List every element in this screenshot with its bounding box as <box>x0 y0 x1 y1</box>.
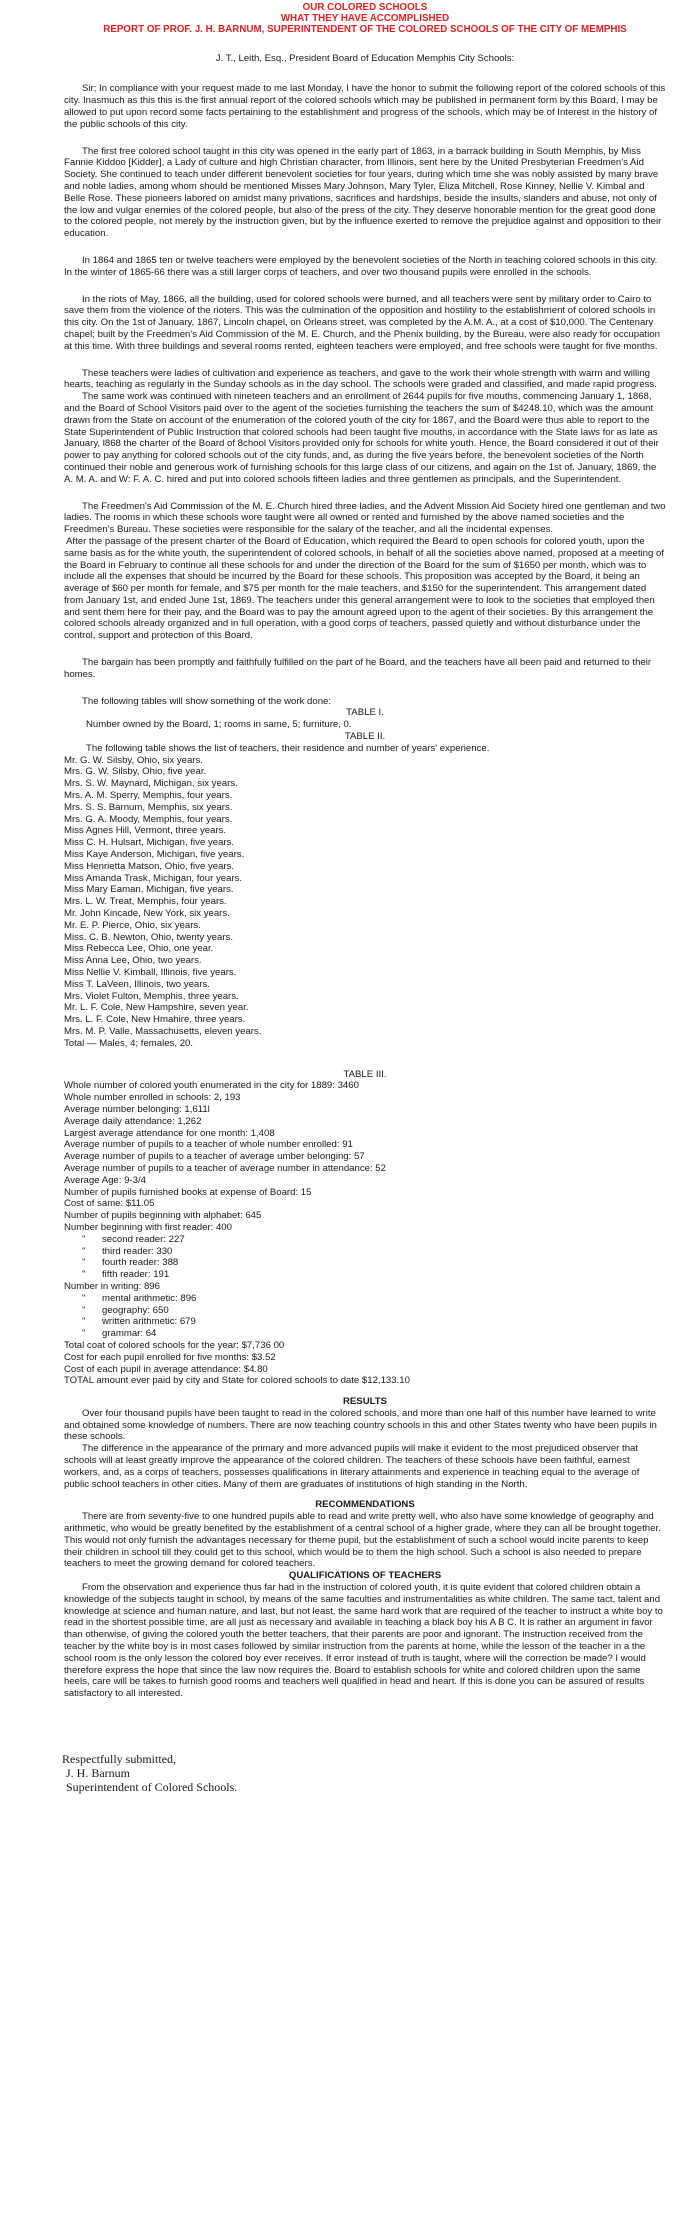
paragraph-6: The same work was continued with nineteen teachers and an enrollment of 2644 pupils for five mouths, commencing January 1, 1868, and the Board of School Visitors paid over to the agent of the societies furnishing the teachers the sum of $4248.10, which was the amount drawn from the State on account of the enumeration of the colored youth of the city for 1867, and the Board were thus able to report to the State Superintendent of Public Instruction that colored schools had been taught five mouths, in accordance with the State laws for as late as January, l868 the charter of the Board of 8chool Visitors provided only for schools for white youth. Hence, the Board considered it out of their power to pay anything for colored schools out of the city funds, and, as during the five years before, the benevolent societies of the North continued their noble and generous work of furnishing schools for this large class of our citizens, and again on the 1st of. January, 1869, the A. M. A. and W: F. A. C. hired and put into colored schools fifteen ladies and three gentlemen as principals, and the Superintendent. <box>64 391 659 485</box>
list-item: Whole number of colored youth enumerated in the city for 1889: 3460 <box>64 1080 359 1092</box>
paragraph-5: These teachers were ladies of cultivation and experience as teachers, and gave to the work their whole strength with warm and willing hearts, teaching as regularly in the Sunday schools as in the day school. The schools were graded and classified, and made rapid progress. <box>64 367 657 391</box>
list-item: Largest average attendance for one month: 1,408 <box>64 1127 275 1139</box>
table-1-title: TABLE I. <box>346 707 384 719</box>
list-item: Average number belonging: 1,611l <box>64 1103 210 1115</box>
list-item-text: written arithmetic: 679 <box>102 1316 196 1328</box>
list-item-text: mental arithmetic: 896 <box>102 1292 197 1304</box>
qualifications-paragraph: From the observation and experience thus far had in the instruction of colored youth, it is quite evident that colored children obtain a knowledge of the subjects taught in school, by means of the same faculties and instrumentalities as white children. The same tact, talent and knowledge at science and human nature, and last, but not least, the same hard work that are required of the teacher to instruct a white boy to read in the shortest possible time, are all just as necessary and available in teaching a black boy his A B C. It is rather an argument in favor than otherwise, of giving the colored youth the better teachers, that their parents are poor and ignorant. The instruction received from the teacher by the white boy is in most cases followed by similar instruction from the parents at home, while the lesson of the teacher in a the school room is the only lesson the colored boy ever receives. If error instead of truth is taught, where will the correction be made? I would therefore express the hope that since the law now requires the. Board to establish schools for white and colored children upon the same heels, care will be takes to furnish good rooms and teachers well qualified in head and heart. If this is done you can be assured of results satisfactory to all interested. <box>64 1582 663 1700</box>
list-item: Number in writing: 896 <box>64 1280 160 1292</box>
paragraph-10: The following tables will show something of the work done: <box>82 695 332 707</box>
list-item: Average number of pupils to a teacher of average number in attendance: 52 <box>64 1162 386 1174</box>
paragraph-8: After the passage of the present charter of the Board of Education, which required the Beard to open schools for colored youth, upon the same basis as for the white youth, the superintendent of colored schools, in behalf of all the societies above named, proposed at a meeting of the Board in February to continue all these schools for and under the direction of the Board for the sum of $1650 per month, which was to include all the expenses that should be incurred by the Board for these schools. This proposition was accepted by the Board, it being an average of $60 per month for female, and $75 per month for the male teachers, and $150 for the superintendent. This arrangement dated from January 1st, and ended June 1st, 1869. The teachers under this general arrangement were to look to the societies that employed then and sent them here for their pay, and the Board was to pay the amount agreed upon to the agent of their societies. By this arrangement the colored schools already organized and in full operation, with a good corps of teachers, passed quietly and without disturbance under the control, support and protection of this Board. <box>64 535 664 642</box>
ditto-mark: " <box>82 1292 86 1304</box>
ditto-mark: " <box>82 1269 86 1281</box>
signature-block <box>62 1752 666 1794</box>
list-item: Average Age: 9-3/4 <box>64 1174 146 1186</box>
list-item: Whole number enrolled in schools: 2, 193 <box>64 1092 241 1104</box>
list-item: Miss Kaye Anderson, Michigan, five years. <box>64 849 245 861</box>
list-item <box>64 1305 666 1317</box>
header-line-1: OUR COLORED SCHOOLS <box>302 2 428 13</box>
document-header <box>64 2 666 36</box>
table-1 <box>64 707 666 731</box>
list-item: Miss. C. B. Newton, Ohio, twenty years. <box>64 931 234 943</box>
list-item: Mr. L. F. Cole, New Hampshire, seven year. <box>64 1002 249 1014</box>
list-item <box>64 1328 666 1340</box>
paragraph-3: In 1864 and 1865 ten or twelve teachers were employed by the benevolent societies of the North in teaching colored schools in this city. In the winter of 1865-66 there was a still larger corps of teachers, and over two thousand pupils were enrolled in the schools. <box>64 254 658 278</box>
list-item: Miss C. H. Hulsart, Michigan, five years. <box>64 837 235 849</box>
list-item: Miss Mary Eaman, Michigan, five years. <box>64 884 234 896</box>
list-item-text: fifth reader: 191 <box>102 1269 170 1281</box>
list-item: Number beginning with first reader: 400 <box>64 1221 232 1233</box>
list-item: Mr. G. W. Silsby, Ohio, six years. <box>64 754 203 766</box>
results-paragraph-2: The difference in the appearance of the primary and more advanced pupils will make it evident to the most prejudiced observer that schools will at least greatly improve the appearance of the colored children. The teachers of these schools have been faithful, earnest workers, and, as a corps of teachers, possesses qualifications in literary attainments and experience in teaching equal to the average of public school teachers in other cities. Many of them are graduates of institutions of high standing in the North. <box>64 1443 640 1490</box>
list-item <box>64 1293 666 1305</box>
list-item: Mrs. S. S. Barnum, Memphis, six years. <box>64 801 233 813</box>
list-item-text: geography: 650 <box>102 1304 169 1316</box>
list-item: Average number of pupils to a teacher of whole number enrolled: 91 <box>64 1139 353 1151</box>
table-2 <box>64 731 666 1050</box>
list-item-text: grammar: 64 <box>102 1328 157 1340</box>
list-item <box>64 1316 666 1328</box>
list-item: Miss Rebecca Lee, Ohio, one year. <box>64 943 214 955</box>
list-item: Number of pupils beginning with alphabet: 645 <box>64 1210 262 1222</box>
list-item <box>64 1246 666 1258</box>
list-item: Mr. John Kincade, New York, six years. <box>64 908 230 920</box>
signature-name: J. H. Barnum <box>66 1766 130 1781</box>
list-item: Mrs. Violet Fulton, Memphis, three years. <box>64 990 239 1002</box>
list-item: Miss Henrietta Matson, Ohio, five years. <box>64 860 235 872</box>
list-item: Miss Nellie V. Kimball, Illinois, five years. <box>64 967 237 978</box>
table-3 <box>64 1069 666 1388</box>
table-2-intro: The following table shows the list of teachers, their residence and number of years' experience. <box>86 742 490 754</box>
results-heading: RESULTS <box>342 1396 388 1408</box>
table-2-title: TABLE II. <box>344 731 386 743</box>
list-item: Miss Amanda Trask, Michigan, four years. <box>64 872 243 884</box>
paragraph-2: The first free colored school taught in this city was opened in the early part of 1863, in a barrack building in South Memphis, by Miss Fannie Kiddoo [Kidder], a Lady of culture and high Christian character, from Illinois, sent here by the United Presbyterian Freedmen's Aid Society. She continued to teach under different benevolent societies for four years, during which time she was nobly assisted by many brave and noble ladies, among whom should be mentioned Misses Mary Johnson, Mary Tyler, Eliza Mitchell, Rose Kinney, Nellie V. Kimbal and Belle Rose. These pioneers labored on amidst many privations, sacrifices and hardships, beside the insults, slanders and abuse, not only of the low and vulgar enemies of the colored people, but also of the press of the city. They deserve honorable mention for the great good done to the colored people, not merely by the instruction given, but by the influence exerted to remove the prejudice against and opposition to their education. <box>64 145 662 240</box>
paragraph-1: Sir; In compliance with your request made to me last Monday, I have the honor to submit the following report of the colored schools of this city. Inasmuch as this this is the first annual report of the colored schools which may be published in permanent form by this Board, I may be allowed to put upon record some facts pertaining to the establishment and progress of the schools, which may be of Interest in the history of the public schools of this city. <box>64 83 666 130</box>
list-item: Cost of same: $11.05 <box>64 1198 155 1210</box>
list-item: Mrs. M. P. Valle, Massachusetts, eleven years. <box>64 1025 262 1037</box>
list-item: TOTAL amount ever paid by city and State for colored schools to date $12,133.10 <box>64 1375 410 1387</box>
ditto-mark: " <box>82 1316 86 1328</box>
list-item-text: fourth reader: 388 <box>102 1257 179 1269</box>
paragraph-9: The bargain has been promptly and faithfully fulfilled on the part of he Board, and the teachers have all been paid and returned to their homes. <box>64 657 652 680</box>
list-item: Mr. E. P. Pierce, Ohio, six years. <box>64 919 201 931</box>
list-item: Total coat of colored schools for the year: $7,736 00 <box>64 1339 285 1351</box>
ditto-mark: " <box>82 1233 86 1245</box>
list-item: Mrs. L. F. Cole, New Hmahire, three years. <box>64 1014 246 1026</box>
header-line-3: REPORT OF PROF. J. H. BARNUM, SUPERINTENDENT OF THE COLORED SCHOOLS OF THE CITY OF MEMPHIS <box>103 24 627 36</box>
recommendations-section <box>64 1499 666 1570</box>
list-item: Mrs. L. W. Treat, Memphis, four years. <box>64 896 227 908</box>
table-1-text: Number owned by the Board, 1; rooms in same, 5; furniture, 0. <box>86 719 352 731</box>
list-item: Mrs. S. W. Maynard, Michigan, six years. <box>64 778 238 790</box>
list-item <box>64 1234 666 1246</box>
header-line-2: WHAT THEY HAVE ACCOMPLISHED <box>280 13 450 25</box>
ditto-mark: " <box>82 1304 86 1316</box>
list-item: Mrs. G. A. Moody, Memphis, four years. <box>64 813 233 825</box>
paragraph-7: The Freedmen's Aid Commission of the M. E. Church hired three ladies, and the Advent Mission Aid Society hired one gentleman and two ladies. The rooms in which these schools wore taught were all owned or rented and furnished by the above named societies and the Freedmen's Bureau. These societies were responsible for the salary of the teacher, and all the incidental expenses. <box>64 500 666 536</box>
paragraph-4: In the riots of May, 1866, all the building, used for colored schools were burned, and all teachers were sent by military order to Cairo to save them from the violence of the rioters. This was the culmination of the opposition and hostility to the establishment of colored schools in this city. On the 1st of January, 1867, Lincoln chapel, on Orleans street, was completed by the A.M. A., at a cost of $10,000. The Centenary chapel; built by the Freedmen's Aid Commission of the M. E. Church, and the Phenix building, by the Bureau, were also ready for occupation at this time. With three buildings and several rooms rented, eighteen teachers were employed, and free schools were taught for five months. <box>64 293 660 352</box>
recommendations-paragraph: There are from seventy-five to one hundred pupils able to read and write pretty well, who also have some knowledge of geography and arithmetic, who would be greatly benefited by the establishment of a central school of a higher grade, where they can all be brought together. This would not only furnish the advantages necessary for theme pupil, but the establishment of such a school would incite parents to keep their children in school till they could get to this school, which would be to them the high school. Such a school is also needed to prepare teachers to meet the growing demand for colored teachers. <box>64 1511 661 1570</box>
list-item: Average number of pupils to a teacher of average umber belonging: 57 <box>64 1151 365 1163</box>
list-item: Miss Agnes Hill, Vermont, three years. <box>64 825 227 837</box>
list-item: Total — Males, 4; females, 20. <box>64 1037 194 1049</box>
results-paragraph-1: Over four thousand pupils have been taught to read in the colored schools, and more than one half of this number have learned to write and obtained some knowledge of numbers. There are now teaching country schools in this and other States twenty who have been pupils in these schools. <box>64 1407 657 1443</box>
teacher-list <box>64 755 666 1050</box>
list-item: Mrs. G. W. Silsby, Ohio, five year. <box>64 766 207 778</box>
ditto-mark: " <box>82 1245 86 1257</box>
signature-title: Superintendent of Colored Schools. <box>66 1780 238 1795</box>
signature-line-1: Respectfully submitted, <box>62 1752 176 1767</box>
list-item <box>64 1269 666 1281</box>
qualifications-heading: QUALIFICATIONS OF TEACHERS <box>288 1570 442 1582</box>
recommendations-heading: RECOMMENDATIONS <box>315 1499 415 1511</box>
ditto-mark: " <box>82 1328 86 1340</box>
qualifications-section <box>64 1570 666 1700</box>
list-item: Cost of each pupil in average attendance: $4.80 <box>64 1363 268 1375</box>
table-3-title: TABLE III. <box>343 1068 387 1080</box>
list-item-text: second reader: 227 <box>102 1233 185 1245</box>
statistics-list <box>64 1080 666 1387</box>
results-section <box>64 1396 666 1490</box>
list-item: Average daily attendance: 1,262 <box>64 1115 202 1127</box>
list-item: Miss T. LaVeen, Illinois, two years. <box>64 978 210 990</box>
list-item: Cost for each pupil enrolled for five months: $3.52 <box>64 1351 276 1363</box>
list-item: Miss Anna Lee, Ohio, two years. <box>64 955 202 967</box>
list-item: Number of pupils furnished books at expense of Board: 15 <box>64 1186 312 1198</box>
ditto-mark: " <box>82 1257 86 1269</box>
list-item-text: third reader: 330 <box>102 1245 173 1257</box>
salutation: J. T., Leith, Esq., President Board of Education Memphis City Schools: <box>215 52 515 64</box>
list-item <box>64 1257 666 1269</box>
list-item: Mrs. A. M. Sperry, Memphis, four years. <box>64 790 233 802</box>
